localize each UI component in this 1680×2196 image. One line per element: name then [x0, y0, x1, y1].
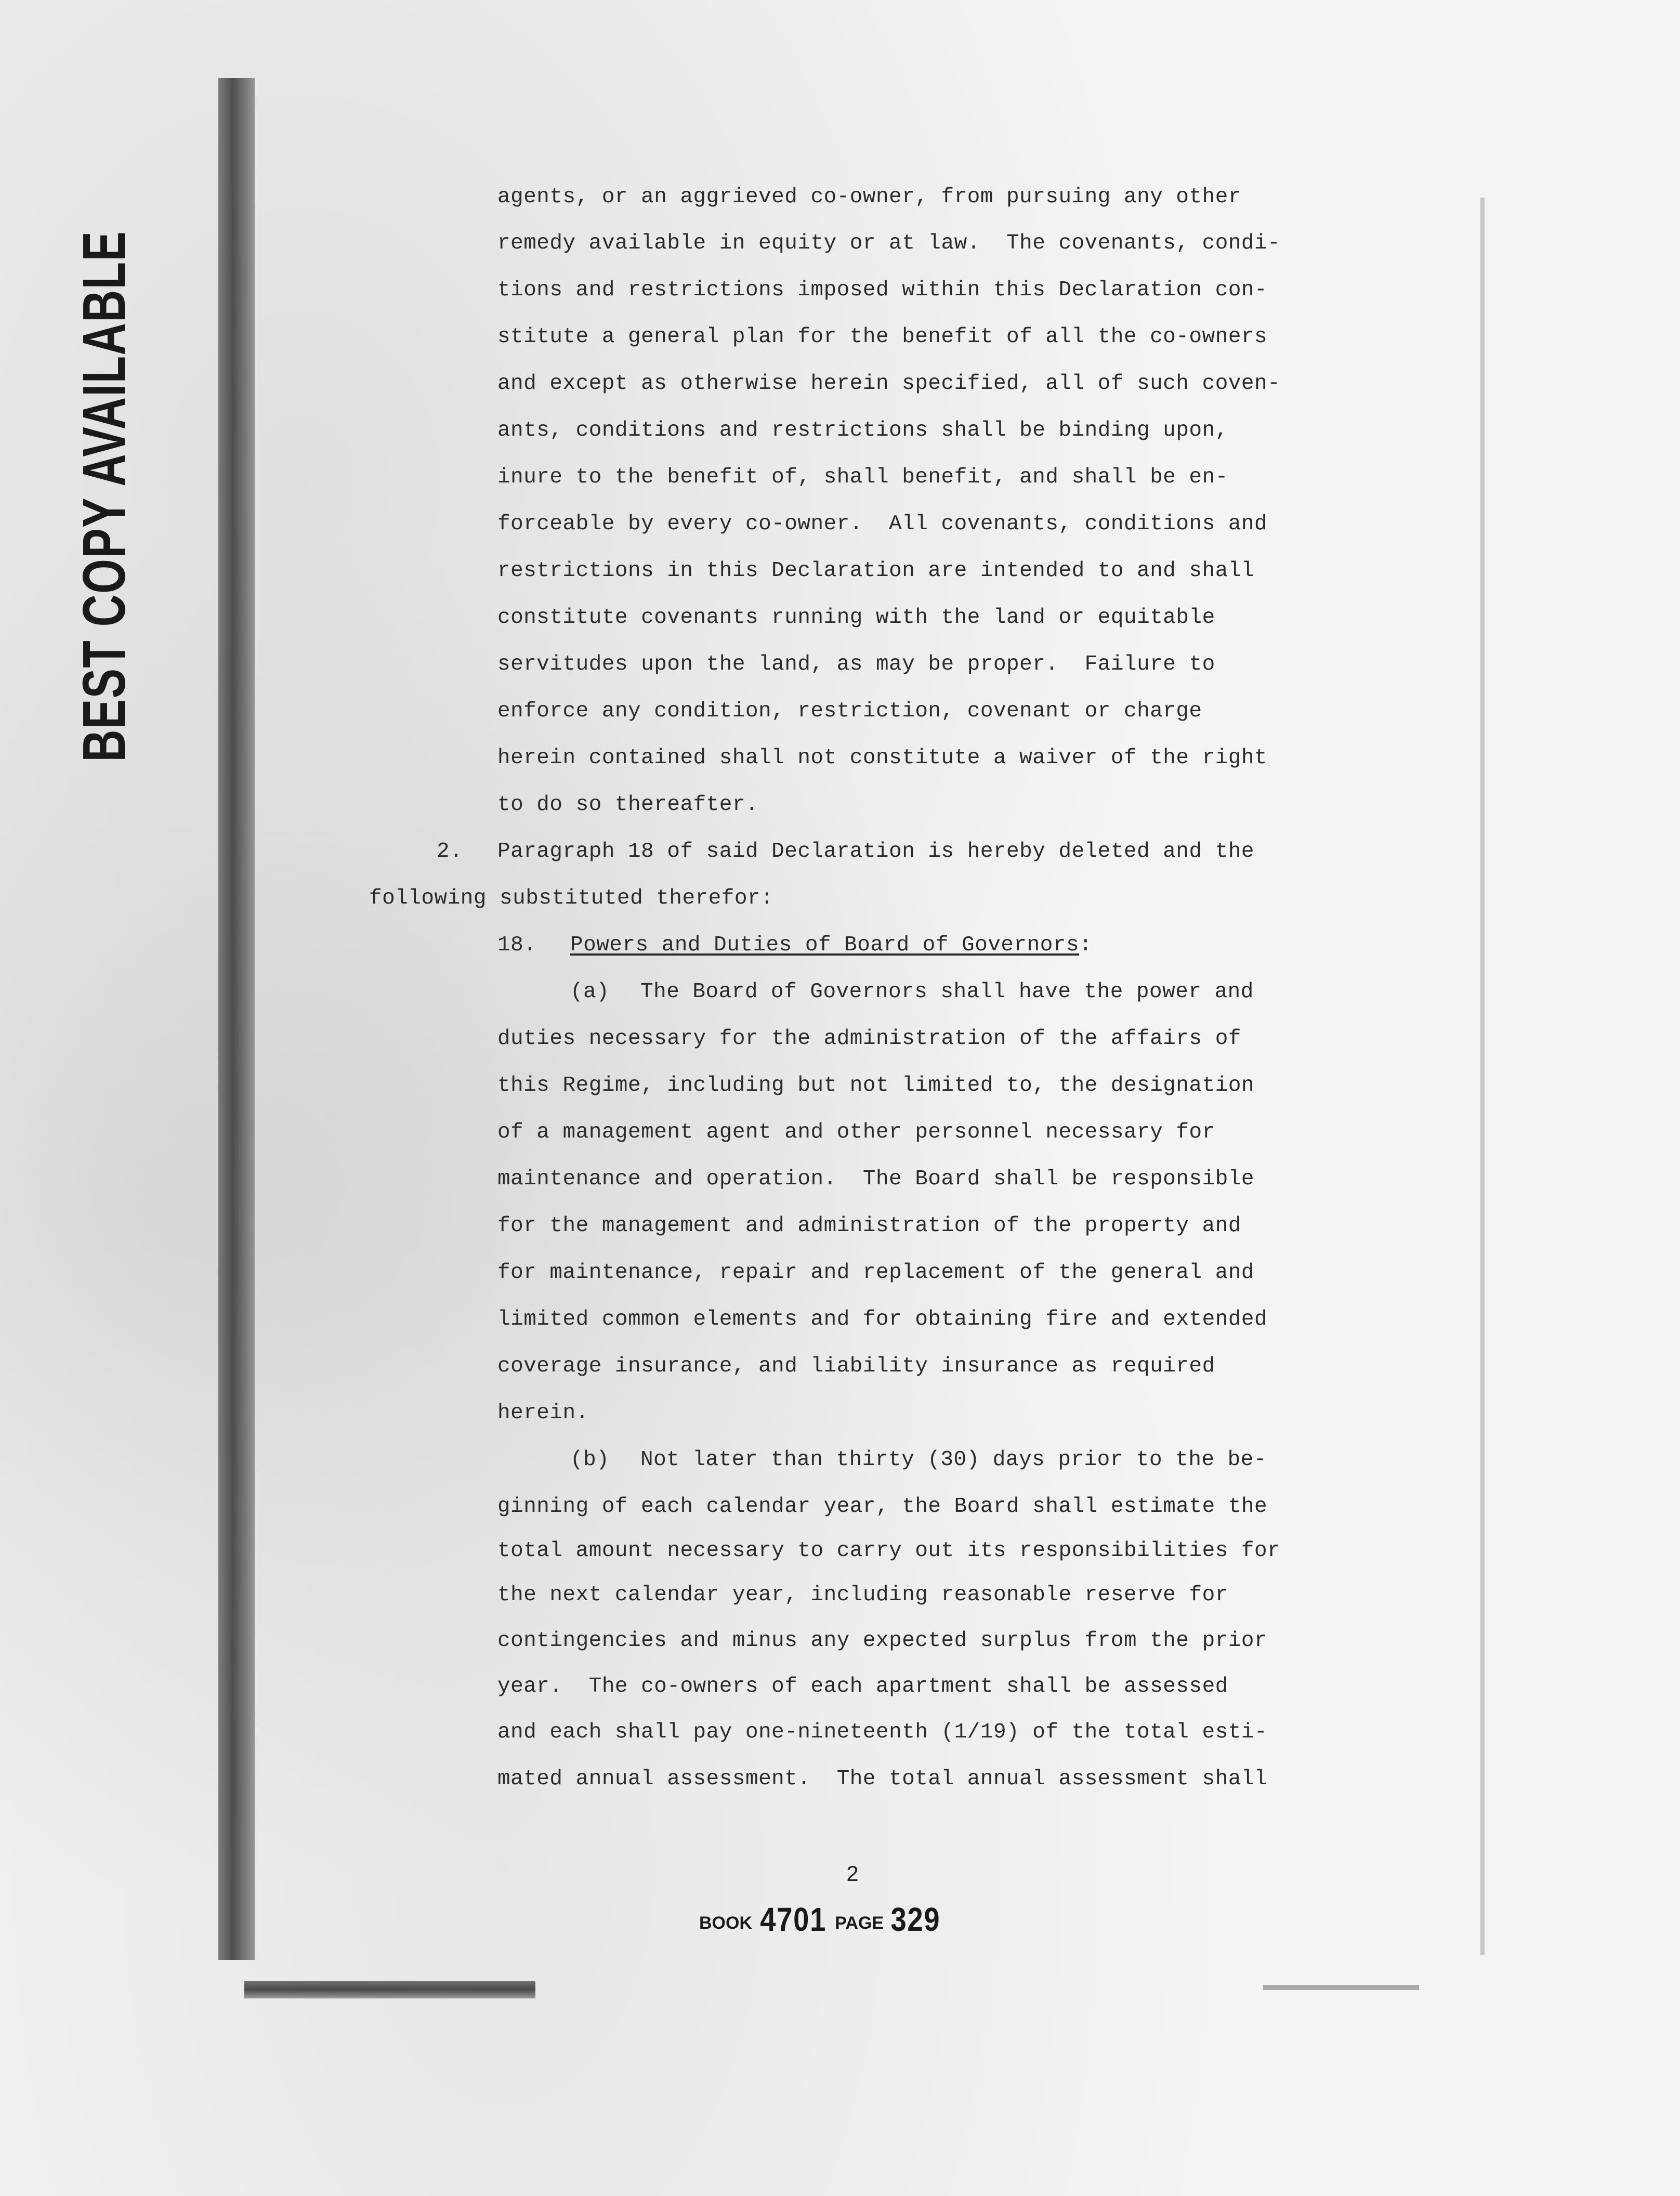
text-line: restrictions in this Declaration are intended to and shall	[497, 559, 1255, 583]
text-line: maintenance and operation. The Board shall be responsible	[497, 1167, 1255, 1191]
text-line: following substituted therefor:	[369, 886, 774, 910]
section-heading-colon: :	[1079, 933, 1093, 957]
page-number: 2	[846, 1861, 859, 1886]
text-line: contingencies and minus any expected surplus from the prior	[497, 1629, 1268, 1653]
text-line: inure to the benefit of, shall benefit, and shall be en-	[497, 465, 1228, 489]
text-line: Paragraph 18 of said Declaration is hereby deleted and the	[497, 840, 1255, 864]
text-line: stitute a general plan for the benefit of all the co-owners	[497, 325, 1268, 349]
text-line: remedy available in equity or at law. The covenants, condi-	[497, 231, 1281, 255]
subsection-label: (a)	[570, 980, 610, 1004]
subsection-label: (b)	[570, 1448, 610, 1472]
text-line: constitute covenants running with the land or equitable	[497, 606, 1215, 630]
text-line: of a management agent and other personnel necessary for	[497, 1120, 1215, 1144]
text-line: The Board of Governors shall have the power and	[640, 980, 1254, 1004]
text-line: herein contained shall not constitute a waiver of the right	[497, 746, 1268, 770]
text-line: coverage insurance, and liability insurance as required	[497, 1354, 1215, 1378]
text-line: for the management and administration of the property and	[497, 1214, 1241, 1238]
text-line: Not later than thirty (30) days prior to the be-	[640, 1448, 1267, 1472]
text-line: this Regime, including but not limited to, the designation	[497, 1074, 1255, 1097]
bottom-right-edge-shadow	[1263, 1985, 1419, 1990]
book-number: 4701	[760, 1901, 827, 1938]
paragraph-number: 2.	[437, 840, 463, 864]
book-page-stamp	[699, 1900, 980, 1942]
text-line: ants, conditions and restrictions shall be binding upon,	[497, 419, 1228, 442]
text-line: limited common elements and for obtaining fire and extended	[497, 1308, 1268, 1331]
text-line: year. The co-owners of each apartment shall be assessed	[497, 1675, 1228, 1698]
page-label: PAGE	[835, 1913, 884, 1933]
text-line: for maintenance, repair and replacement of the general and	[497, 1261, 1255, 1285]
text-line: ginning of each calendar year, the Board shall estimate the	[497, 1495, 1268, 1519]
text-line: enforce any condition, restriction, covenant or charge	[497, 699, 1202, 723]
text-line: servitudes upon the land, as may be proper. Failure to	[497, 652, 1215, 676]
text-line: herein.	[497, 1401, 589, 1425]
binding-edge-shadow	[218, 78, 255, 1960]
text-line: total amount necessary to carry out its responsibilities for	[497, 1539, 1281, 1563]
best-copy-available-stamp: BEST COPY AVAILABLE	[70, 230, 138, 762]
section-heading-text: Powers and Duties of Board of Governors	[570, 933, 1080, 957]
text-line: and except as otherwise herein specified, all of such coven-	[497, 372, 1281, 396]
text-line: agents, or an aggrieved co-owner, from pursuing any other	[497, 185, 1241, 209]
text-line: forceable by every co-owner. All covenants, conditions and	[497, 512, 1268, 536]
text-line: duties necessary for the administration of the affairs of	[497, 1027, 1241, 1051]
record-page-number: 329	[890, 1901, 940, 1938]
text-line: and each shall pay one-nineteenth (1/19) of the total esti-	[497, 1720, 1268, 1744]
book-label: BOOK	[699, 1913, 752, 1933]
section-number: 18.	[497, 933, 537, 957]
right-edge-shadow	[1480, 198, 1485, 1955]
text-line: the next calendar year, including reasonable reserve for	[497, 1583, 1228, 1607]
text-line: to do so thereafter.	[497, 793, 759, 817]
text-line: mated annual assessment. The total annual assessment shall	[497, 1767, 1268, 1791]
section-heading	[570, 931, 1092, 960]
text-line: tions and restrictions imposed within this Declaration con-	[497, 278, 1268, 302]
bottom-edge-shadow	[244, 1981, 535, 1998]
